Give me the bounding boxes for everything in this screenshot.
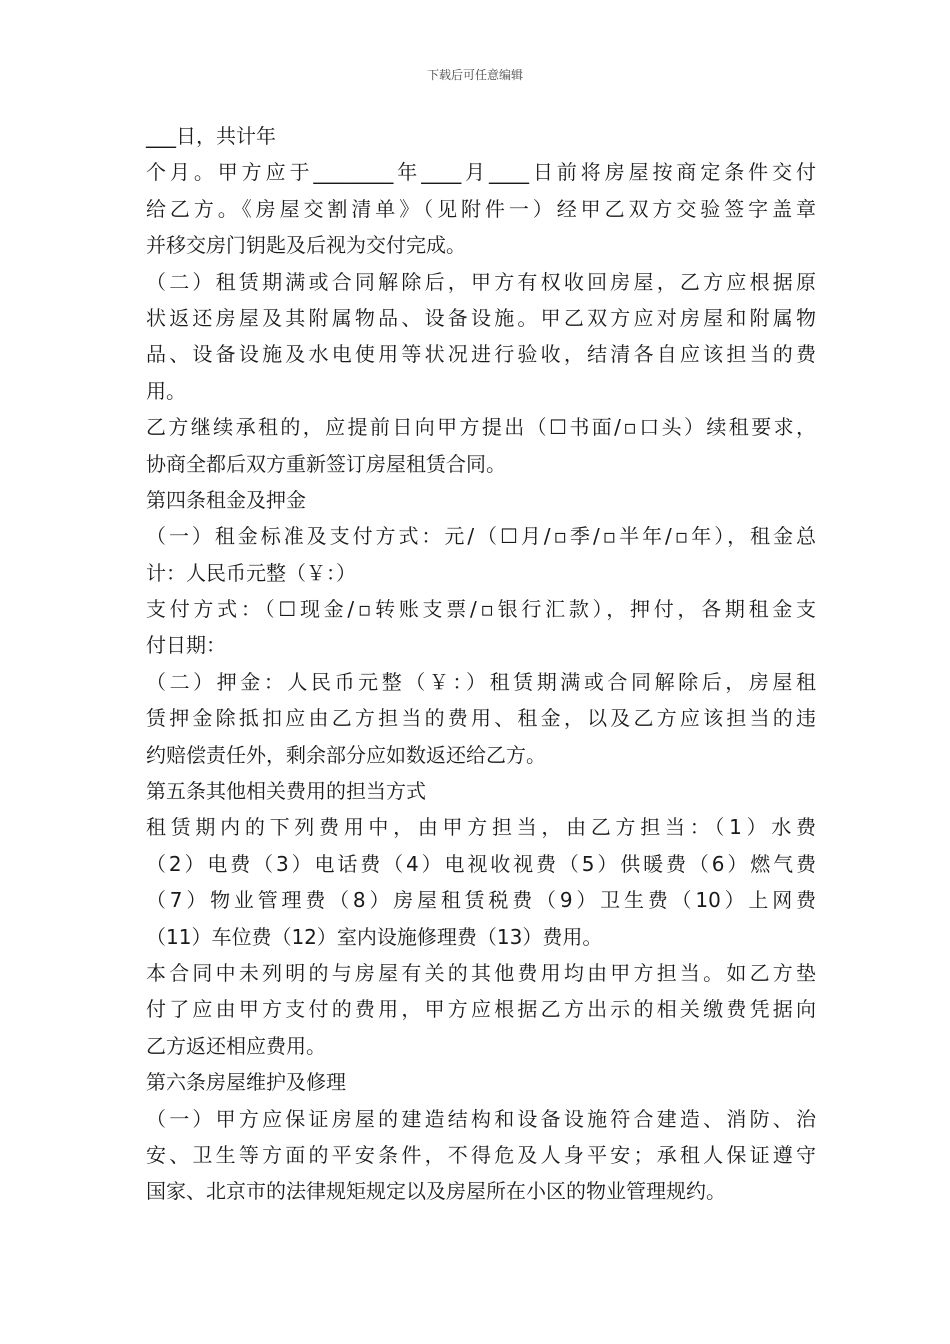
text-line: 并移交房门钥匙及后视为交付完成。 [146, 233, 466, 258]
text-line: 个月。甲方应于________年____月____日前将房屋按商定条件交付 [146, 160, 816, 185]
text-line: （二）押金：人民币元整（￥：）租赁期满或合同解除后，房屋租 [146, 669, 816, 694]
text-line: 支付方式：（☐现金/▫转账支票/▫银行汇款），押付，各期租金支 [146, 597, 816, 622]
page-header: 下载后可任意编辑 [426, 68, 523, 82]
text-line: 第四条租金及押金 [146, 487, 306, 512]
text-line: （2）电费（3）电话费（4）电视收视费（5）供暖费（6）燃气费 [146, 851, 816, 876]
text-line: 赁押金除抵扣应由乙方担当的费用、租金，以及乙方应该担当的违 [146, 706, 816, 731]
text-line: 本合同中未列明的与房屋有关的其他费用均由甲方担当。如乙方垫 [146, 960, 816, 985]
text-line: 用。 [146, 378, 186, 403]
text-line: 给乙方。《房屋交割清单》（见附件一）经甲乙双方交验签字盖章 [146, 196, 816, 221]
text-line: （11）车位费（12）室内设施修理费（13）费用。 [146, 924, 603, 949]
text-line: 安、卫生等方面的平安条件，不得危及人身平安；承租人保证遵守 [146, 1142, 816, 1167]
text-line: （一）租金标准及支付方式：元/（☐月/▫季/▫半年/▫年），租金总 [146, 524, 816, 549]
text-line: 付了应由甲方支付的费用，甲方应根据乙方出示的相关缴费凭据向 [146, 997, 816, 1022]
text-line: 乙方返还相应费用。 [146, 1033, 326, 1058]
text-line: 乙方继续承租的，应提前日向甲方提出（☐书面/▫口头）续租要求， [146, 415, 816, 440]
text-line: 状返还房屋及其附属物品、设备设施。甲乙双方应对房屋和附属物 [146, 305, 816, 330]
text-line: （二）租赁期满或合同解除后，甲方有权收回房屋，乙方应根据原 [146, 269, 816, 294]
text-line: ___日，共计年 [146, 124, 276, 148]
text-line: （一）甲方应保证房屋的建造结构和设备设施符合建造、消防、治 [146, 1106, 816, 1131]
text-line: 品、设备设施及水电使用等状况进行验收，结清各自应该担当的费 [146, 342, 816, 367]
text-line: （7）物业管理费（8）房屋租赁税费（9）卫生费（10）上网费 [146, 888, 816, 913]
text-line: 第五条其他相关费用的担当方式 [146, 779, 426, 804]
text-line: 付日期： [146, 633, 226, 658]
document-body [146, 118, 816, 1210]
text-line: 国家、北京市的法律规矩规定以及房屋所在小区的物业管理规约。 [146, 1179, 726, 1204]
text-line: 协商全都后双方重新签订房屋租赁合同。 [146, 451, 506, 476]
text-line: 租赁期内的下列费用中，由甲方担当，由乙方担当：（1）水费 [146, 815, 816, 840]
text-line: 第六条房屋维护及修理 [146, 1070, 346, 1095]
text-line: 约赔偿责任外，剩余部分应如数返还给乙方。 [146, 742, 546, 767]
text-line: 计：人民币元整（￥：） [146, 560, 356, 585]
